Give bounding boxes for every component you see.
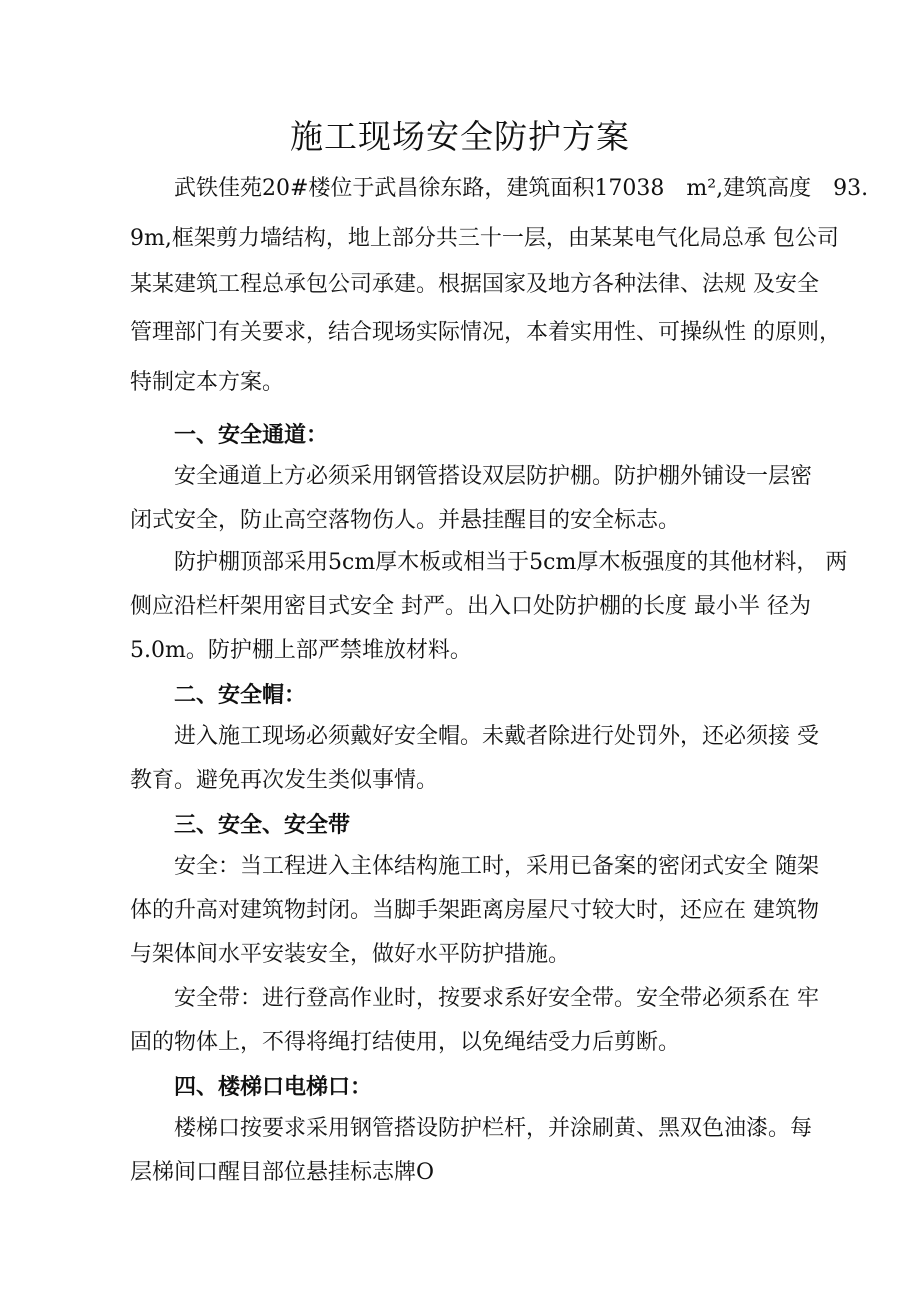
section-heading-stair-elevator-openings: 四、楼梯口电梯口： [174,1074,373,1100]
paragraph-line: 与架体间水平安装安全，做好水平防护措施。 [130,942,571,967]
paragraph-line: 闭式安全，防止高空落物伤人。并悬挂醒目的安全标志。 [130,508,681,533]
paragraph-line: 侧应沿栏杆架用密目式安全 封严。出入口处防护棚的长度 最小半 径为 [130,594,811,619]
section-heading-safety-passage: 一、安全通道： [174,422,329,448]
paragraph-line: 安全带：进行登高作业时，按要求系好安全带。安全带必须系在 牢 [174,986,819,1011]
paragraph-line: 进入施工现场必须戴好安全帽。未戴者除进行处罚外，还必须接 受 [174,724,819,749]
document-title: 施工现场安全防护方案 [290,117,630,156]
paragraph-line: 防护棚顶部采用5cm厚木板或相当于5cm厚木板强度的其他材料， 两 [174,550,848,575]
paragraph-line: 安全：当工程进入主体结构施工时，采用已备案的密闭式安全 随架 [174,854,819,879]
paragraph-line: 某某建筑工程总承包公司承建。根据国家及地方各种法律、法规 及安全 [130,272,819,297]
paragraph-line: 教育。避免再次发生类似事情。 [130,768,439,793]
paragraph-line: 安全通道上方必须采用钢管搭设双层防护棚。防护棚外铺设一层密 [174,464,813,489]
section-heading-safety-helmet: 二、安全帽： [174,682,307,708]
paragraph-line: 层梯间口醒目部位悬挂标志牌O [130,1160,435,1185]
section-heading-safety-belt: 三、安全、安全带 [174,812,351,838]
paragraph-line: 楼梯口按要求采用钢管搭设防护栏杆，并涂刷黄、黑双色油漆。每 [174,1116,813,1141]
paragraph-line: 特制定本方案。 [130,370,285,395]
paragraph-line: 固的物体上，不得将绳打结使用，以免绳结受力后剪断。 [130,1030,681,1055]
paragraph-line: 5.0m。防护棚上部严禁堆放材料。 [130,638,472,663]
paragraph-line: 武铁佳苑20#楼位于武昌徐东路，建筑面积17038 m²,建筑高度 93. [174,176,869,201]
paragraph-line: 管理部门有关要求，结合现场实际情况，本着实用性、可操纵性 的原则， [130,320,841,345]
paragraph-line: 9m,框架剪力墙结构，地上部分共三十一层，由某某电气化局总承 包公司 [130,226,839,251]
paragraph-line: 体的升高对建筑物封闭。当脚手架距离房屋尺寸较大时，还应在 建筑物 [130,898,819,923]
